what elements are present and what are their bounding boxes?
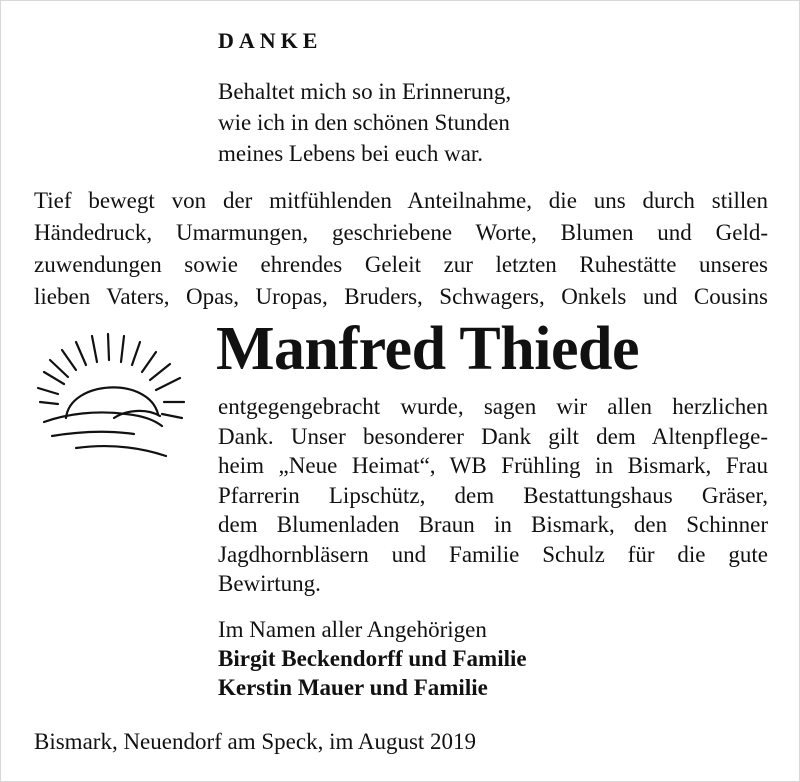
family-name: Kerstin Mauer und Familie [218,675,488,700]
thanks-line: Jagdhornbläsern und Familie Schulz für die gute [218,541,768,567]
intro-line: zuwendungen sowie ehrendes Geleit zur letzten Ruhestätte unseres [34,252,768,277]
intro-line: Tief bewegt von der mitfühlenden Anteilnahme, die uns durch stillen [34,188,768,213]
deceased-name: Manfred Thiede [216,315,640,383]
intro-paragraph [34,185,768,313]
thanks-line: Bewirtung. [218,571,321,596]
poem-line: meines Lebens bei euch war. [218,141,484,166]
thanks-line: Pfarrerin Lipschütz, dem Bestattungshaus Gräser, [218,482,768,508]
thanks-paragraph [218,392,768,599]
poem [218,76,511,169]
on-behalf-line: Im Namen aller Angehörigen [218,617,487,642]
thanks-line: Dank. Unser besonderer Dank gilt dem Altenpflege- [218,423,768,449]
thanks-line: entgegengebracht wurde, sagen wir allen herzlichen [218,394,768,419]
signers [218,615,527,702]
thanks-line: heim „Neue Heimat“, WB Frühling in Bismark, Frau [218,453,768,478]
poem-line: Behaltet mich so in Erinnerung, [218,79,512,104]
poem-line: wie ich in den schönen Stunden [218,110,510,135]
setting-sun-icon [36,322,186,462]
family-name: Birgit Beckendorff und Familie [218,646,527,671]
intro-line: Händedruck, Umarmungen, geschriebene Worte, Blumen und Geld- [34,220,768,245]
intro-line: lieben Vaters, Opas, Uropas, Bruders, Schwagers, Onkels und Cousins [34,284,768,309]
thanks-line: dem Blumenladen Braun in Bismark, den Schinner [218,512,768,537]
place-date: Bismark, Neuendorf am Speck, im August 2019 [34,729,477,754]
notice-heading: DANKE [218,28,323,53]
